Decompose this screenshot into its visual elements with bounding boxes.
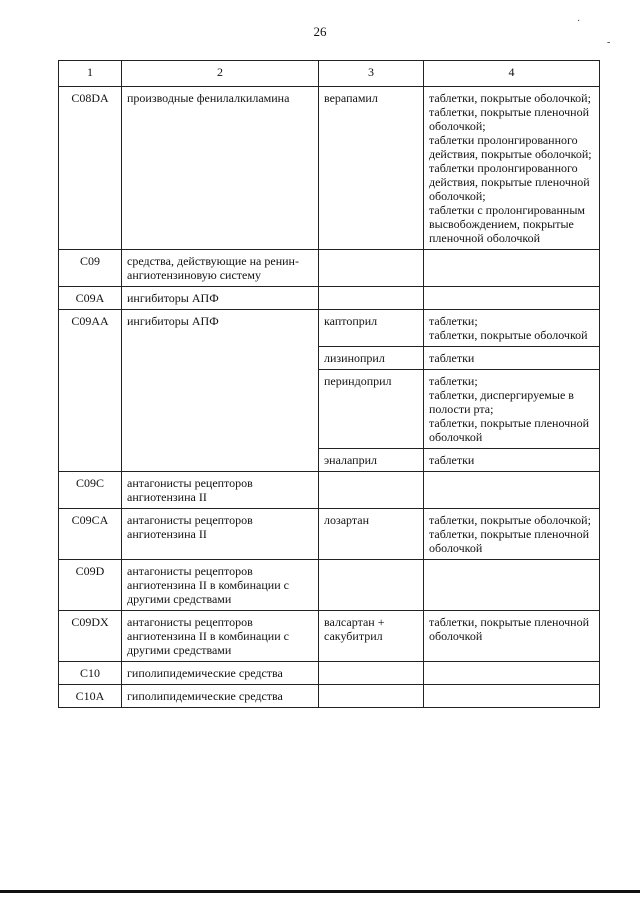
atc-code-cell: C09 [59, 250, 122, 287]
group-name-cell: производные фенилалкиламина [122, 87, 319, 250]
group-name-cell: гиполипидемические средства [122, 685, 319, 708]
drug-name-cell: эналаприл [319, 449, 424, 472]
medication-table [58, 60, 600, 708]
table-row [59, 287, 600, 310]
drug-name-cell [319, 472, 424, 509]
drug-name-cell: верапамил [319, 87, 424, 250]
column-header: 1 [59, 61, 122, 87]
drug-name-cell [319, 250, 424, 287]
dosage-form-line: таблетки пролонгированного действия, покрытые оболочкой; [429, 133, 592, 161]
dosage-form-line: таблетки, диспергируемые в полости рта; [429, 388, 574, 416]
dosage-form-cell [424, 611, 600, 662]
dosage-form-cell [424, 560, 600, 611]
group-name-cell: антагонисты рецепторов ангиотензина II в комбинации с другими средствами [122, 611, 319, 662]
dosage-form-cell [424, 287, 600, 310]
dosage-form-cell [424, 87, 600, 250]
dosage-form-line: таблетки [429, 453, 475, 467]
dosage-form-cell [424, 347, 600, 370]
drug-name-cell: периндоприл [319, 370, 424, 449]
table-row [59, 662, 600, 685]
column-header: 3 [319, 61, 424, 87]
group-name-cell: антагонисты рецепторов ангиотензина II [122, 472, 319, 509]
atc-code-cell: C09AA [59, 310, 122, 472]
drug-name-cell [319, 685, 424, 708]
table-header-row [59, 61, 600, 87]
dosage-form-line: таблетки, покрытые оболочкой; [429, 513, 591, 527]
page-number: 26 [313, 24, 327, 39]
group-name-cell: антагонисты рецепторов ангиотензина II [122, 509, 319, 560]
scan-mark: · [577, 16, 581, 27]
atc-code-cell: C09C [59, 472, 122, 509]
scan-edge [0, 890, 640, 893]
atc-code-cell: C10A [59, 685, 122, 708]
table-row [59, 250, 600, 287]
dosage-form-line: таблетки с пролонгированным высвобождением, покрытые пленочной оболочкой [429, 203, 586, 245]
dosage-form-line: таблетки, покрытые пленочной оболочкой [429, 416, 590, 444]
dosage-form-line: таблетки, покрытые пленочной оболочкой; [429, 105, 590, 133]
dosage-form-line: таблетки пролонгированного действия, покрытые пленочной оболочкой; [429, 161, 590, 203]
table-row [59, 509, 600, 560]
dosage-form-line: таблетки, покрытые пленочной оболочкой [429, 615, 590, 643]
drug-name-cell: лизиноприл [319, 347, 424, 370]
dosage-form-line: таблетки [429, 351, 475, 365]
group-name-cell: ингибиторы АПФ [122, 310, 319, 472]
dosage-form-cell [424, 370, 600, 449]
scan-mark: - [607, 37, 611, 48]
table-row [59, 472, 600, 509]
dosage-form-line: таблетки; [429, 314, 478, 328]
table-row [59, 685, 600, 708]
atc-code-cell: C09CA [59, 509, 122, 560]
dosage-form-line: таблетки, покрытые оболочкой; [429, 91, 591, 105]
atc-code-cell: C08DA [59, 87, 122, 250]
dosage-form-line: таблетки, покрытые пленочной оболочкой [429, 527, 590, 555]
group-name-cell: средства, действующие на ренин-ангиотензиновую систему [122, 250, 319, 287]
dosage-form-cell [424, 509, 600, 560]
drug-name-cell [319, 287, 424, 310]
group-name-cell: гиполипидемические средства [122, 662, 319, 685]
dosage-form-cell [424, 449, 600, 472]
drug-name-cell [319, 560, 424, 611]
group-name-cell: антагонисты рецепторов ангиотензина II в комбинации с другими средствами [122, 560, 319, 611]
table-row [59, 310, 600, 347]
dosage-form-line: таблетки; [429, 374, 478, 388]
drug-name-cell [319, 662, 424, 685]
dosage-form-cell [424, 310, 600, 347]
drug-name-cell: каптоприл [319, 310, 424, 347]
dosage-form-cell [424, 685, 600, 708]
table-row [59, 560, 600, 611]
group-name-cell: ингибиторы АПФ [122, 287, 319, 310]
atc-code-cell: C10 [59, 662, 122, 685]
table-row [59, 87, 600, 250]
atc-code-cell: C09DX [59, 611, 122, 662]
column-header: 4 [424, 61, 600, 87]
dosage-form-cell [424, 250, 600, 287]
atc-code-cell: C09D [59, 560, 122, 611]
dosage-form-cell [424, 472, 600, 509]
table-row [59, 611, 600, 662]
column-header: 2 [122, 61, 319, 87]
drug-name-cell: валсартан + сакубитрил [319, 611, 424, 662]
dosage-form-line: таблетки, покрытые оболочкой [429, 328, 588, 342]
atc-code-cell: C09A [59, 287, 122, 310]
drug-name-cell: лозартан [319, 509, 424, 560]
dosage-form-cell [424, 662, 600, 685]
